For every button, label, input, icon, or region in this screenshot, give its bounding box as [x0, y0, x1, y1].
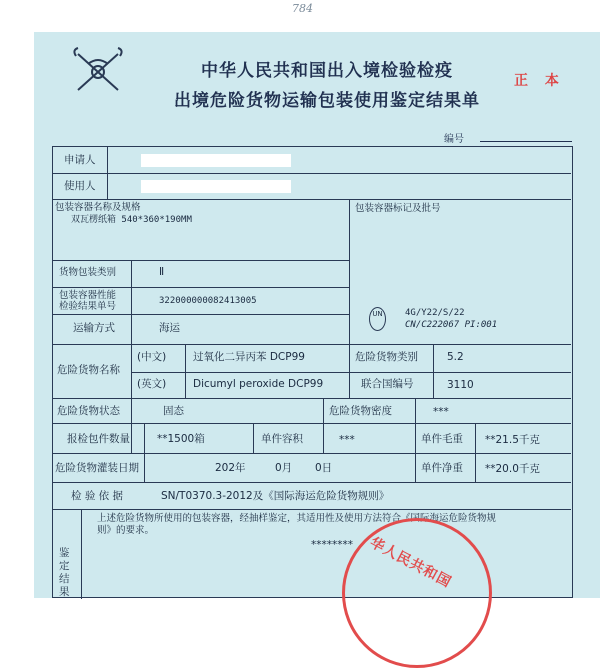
dg-state-value: 固态: [163, 405, 184, 417]
un-symbol-text: UN: [372, 310, 383, 318]
transport-value: 海运: [159, 322, 180, 334]
unit-volume-label: 单件容积: [261, 433, 303, 445]
fill-date-label: 危险货物灌装日期: [55, 462, 139, 474]
unit-volume-value: ***: [339, 434, 355, 446]
net-value: **20.0千克: [485, 463, 540, 475]
applicant-label: 申请人: [64, 154, 96, 166]
certificate-sheet: [34, 32, 600, 598]
perf-label-2: 检验结果单号: [59, 301, 117, 312]
dg-density-value: ***: [433, 406, 449, 418]
serial-number-blank: [480, 141, 572, 142]
perf-value: 322000000082413005: [159, 296, 257, 306]
title-line-1: 中华人民共和国出入境检验检疫: [201, 61, 453, 81]
net-label: 单件净重: [421, 462, 463, 474]
certificate-table: [52, 146, 573, 598]
perf-label-1: 包装容器性能: [59, 290, 117, 301]
result-text-line-1: 上述危险货物所使用的包装容器，经抽样鉴定，其适用性及使用方法符合《国际海运危险货物规: [97, 513, 497, 524]
original-copy-mark: 正 本: [514, 73, 565, 89]
container-name-label: 包装容器名称及规格: [55, 202, 141, 213]
dg-state-label: 危险货物状态: [57, 405, 120, 417]
dg-class-value: 5.2: [447, 351, 464, 363]
fill-date-year: 202年: [215, 462, 246, 474]
fill-date-day: 0日: [315, 462, 333, 474]
qty-value: **1500箱: [157, 433, 205, 445]
applicant-redacted: [141, 154, 291, 167]
mark-line-2: CN/C222067 PI:001: [405, 320, 498, 330]
result-label: 鉴定结果: [59, 547, 70, 598]
handwritten-mark: 784: [292, 2, 313, 15]
dg-class-label: 危险货物类别: [355, 351, 418, 363]
dg-density-label: 危险货物密度: [329, 405, 392, 417]
transport-label: 运输方式: [73, 322, 115, 334]
mark-line-1: 4G/Y22/S/22: [405, 308, 465, 318]
pack-category-value: Ⅱ: [159, 266, 165, 278]
basis-label: 检 验 依 据: [71, 490, 124, 502]
gross-value: **21.5千克: [485, 434, 540, 446]
gross-label: 单件毛重: [421, 433, 463, 445]
official-seal-text: 华人民共和国: [367, 534, 455, 592]
un-no-label: 联合国编号: [361, 378, 414, 390]
pack-category-label: 货物包装类别: [59, 267, 117, 278]
result-stars: ********: [311, 539, 353, 551]
user-label: 使用人: [64, 180, 96, 192]
title-line-2: 出境危险货物运输包装使用鉴定结果单: [174, 91, 480, 111]
container-mark-label: 包装容器标记及批号: [355, 203, 441, 214]
en-label: (英文): [137, 378, 167, 390]
en-value: Dicumyl peroxide DCP99: [193, 378, 324, 390]
serial-label: 编号: [444, 134, 464, 145]
un-no-value: 3110: [447, 379, 474, 391]
dg-name-label: 危险货物名称: [57, 364, 120, 376]
un-packaging-symbol: [369, 307, 386, 331]
basis-value: SN/T0370.3-2012及《国际海运危险货物规则》: [161, 490, 390, 502]
result-text-line-2: 则》的要求。: [97, 525, 155, 536]
official-seal: [342, 518, 492, 668]
cn-label: (中文): [137, 351, 167, 363]
qty-label: 报检包件数量: [67, 433, 130, 445]
user-redacted: [141, 180, 291, 193]
container-name-value: 双瓦楞纸箱 540*360*190MM: [71, 215, 192, 225]
fill-date-month: 0月: [275, 462, 293, 474]
cn-value: 过氧化二异丙苯 DCP99: [193, 351, 305, 363]
